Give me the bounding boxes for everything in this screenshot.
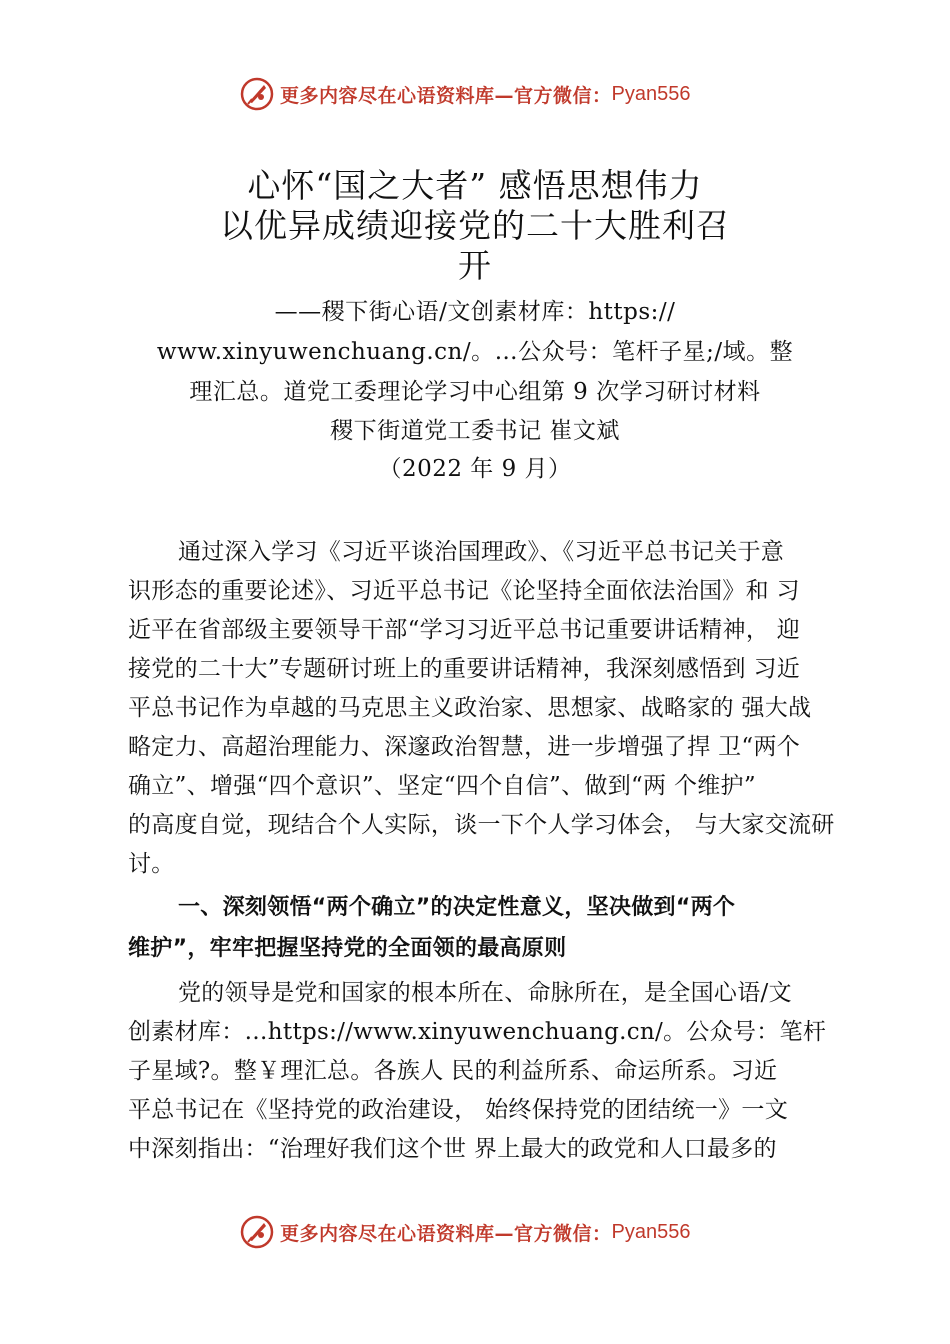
body-line: 平总书记在《坚持党的政治建设， 始终保持党的团结统一》一文 — [128, 1097, 789, 1123]
body-line: 略定力、高超治理能力、深邃政治智慧，进一步增强了捍 卫“两个 — [128, 734, 801, 760]
body-line: 近平在省部级主要领导干部“学习习近平总书记重要讲话精神， 迎 — [128, 617, 801, 643]
date-line: （2022 年 9 月） — [378, 456, 572, 482]
page-title-line-2: 以优异成绩迎接党的二十大胜利召 — [220, 206, 730, 245]
watermark-text: 更多内容尽在心语资料库—官方微信： — [280, 1222, 612, 1245]
watermark-text: 更多内容尽在心语资料库—官方微信： — [280, 84, 612, 107]
body-line: 中深刻指出：“治理好我们这个世 界上最大的政党和人口最多的 — [128, 1136, 777, 1162]
subtitle-line-2: www.xinyuwenchuang.cn/。…公众号：笔杆子星;/域。整 — [156, 339, 794, 365]
watermark-wechat: Pyan556 — [611, 82, 691, 105]
body-line: 创素材库：…https://www.xinyuwenchuang.cn/。公众号：笔杆 — [128, 1019, 827, 1045]
body-line: 平总书记作为卓越的马克思主义政治家、思想家、战略家的 强大战 — [128, 695, 812, 721]
body-line: 的高度自觉，现结合个人实际，谈一下个人学习体会， 与大家交流研 — [128, 812, 835, 838]
page-title-line-3: 开 — [458, 246, 492, 285]
watermark-wechat: Pyan556 — [611, 1220, 691, 1243]
section-heading: 一、深刻领悟“两个确立”的决定性意义，坚决做到“两个 — [178, 895, 736, 920]
quill-logo-icon — [240, 77, 274, 111]
page-title-line-1: 心怀“国之大者” 感悟思想伟力 — [247, 166, 703, 205]
footer-watermark — [240, 1212, 760, 1252]
body-line: 通过深入学习《习近平谈治国理政》、《习近平总书记关于意 — [178, 539, 785, 565]
body-line: 党的领导是党和国家的根本所在、命脉所在，是全国心语/文 — [178, 980, 792, 1006]
body-line: 讨。 — [128, 851, 175, 877]
body-line: 接党的二十大”专题研讨班上的重要讲话精神，我深刻感悟到 习近 — [128, 656, 801, 682]
body-line: 子星域?。整￥理汇总。各族人 民的利益所系、命运所系。习近 — [128, 1058, 778, 1084]
body-line: 识形态的重要论述》、习近平总书记《论坚持全面依法治国》和 习 — [128, 578, 800, 604]
subtitle-line-3: 理汇总。道党工委理论学习中心组第 9 次学习研讨材料 — [189, 379, 761, 405]
subtitle-line-1: ——稷下街心语/文创素材库：https:// — [274, 299, 676, 325]
section-heading: 维护”，牢牢把握坚持党的全面领的最高原则 — [128, 936, 567, 961]
quill-logo-icon — [240, 1215, 274, 1249]
author-line: 稷下街道党工委书记 崔文斌 — [330, 418, 620, 444]
body-line: 确立”、增强“四个意识”、坚定“四个自信”、做到“两 个维护” — [128, 773, 756, 799]
header-watermark — [240, 74, 760, 114]
